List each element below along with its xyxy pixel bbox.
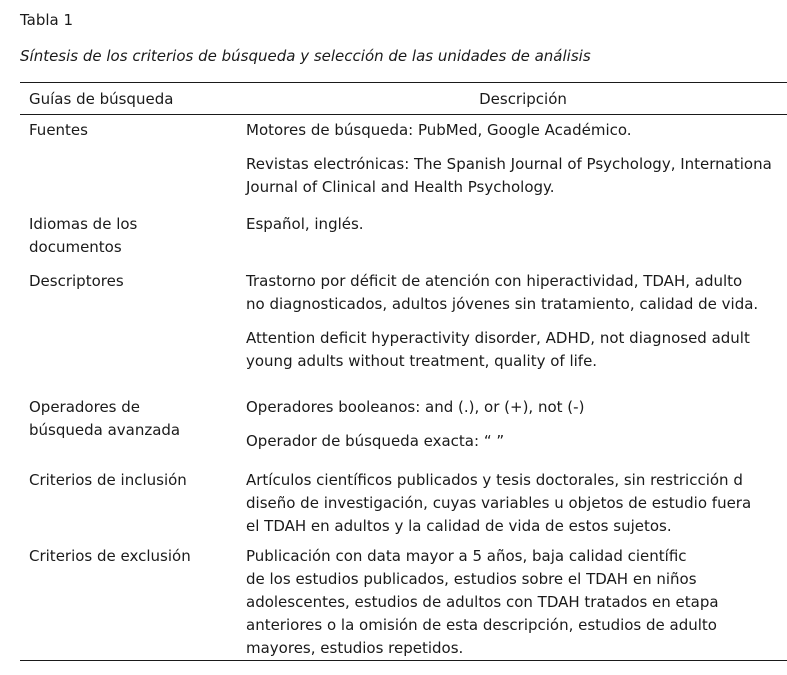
header-description: Descripción bbox=[479, 90, 567, 108]
row-desc-operadores-p2: Operador de búsqueda exacta: “ ” bbox=[246, 432, 505, 450]
row-label-operadores: Operadores de búsqueda avanzada bbox=[29, 398, 181, 439]
row-label-exclusion: Criterios de exclusión bbox=[29, 547, 191, 565]
table-label: Tabla 1 bbox=[20, 11, 74, 29]
table-top-rule bbox=[20, 82, 787, 83]
row-desc-descriptores-p1: Trastorno por déficit de atención con hiperactividad, TDAH, adulto no diagnosticados, adultos jóvenes sin tratamiento, calidad de vida. bbox=[246, 272, 759, 313]
row-label-descriptores: Descriptores bbox=[29, 272, 124, 290]
row-desc-inclusion: Artículos científicos publicados y tesis doctorales, sin restricción d diseño de investigación, cuyas variables u objetos de estudio fuera el TDAH en adultos y la calidad de vida de estos sujetos. bbox=[246, 471, 752, 535]
row-desc-fuentes-p1: Motores de búsqueda: PubMed, Google Académico. bbox=[246, 121, 632, 139]
table-bottom-rule bbox=[20, 660, 787, 661]
header-search-guides: Guías de búsqueda bbox=[29, 90, 174, 108]
row-label-inclusion: Criterios de inclusión bbox=[29, 471, 187, 489]
row-desc-operadores-p1: Operadores booleanos: and (.), or (+), not (-) bbox=[246, 398, 585, 416]
table-header-rule bbox=[20, 114, 787, 115]
table-caption: Síntesis de los criterios de búsqueda y selección de las unidades de análisis bbox=[20, 47, 591, 65]
row-label-idiomas: Idiomas de los documentos bbox=[29, 215, 138, 256]
row-label-fuentes: Fuentes bbox=[29, 121, 88, 139]
row-desc-fuentes-p2: Revistas electrónicas: The Spanish Journal of Psychology, Internationa Journal of Clinical and Health Psychology. bbox=[246, 155, 772, 196]
row-desc-descriptores-p2: Attention deficit hyperactivity disorder, ADHD, not diagnosed adult young adults without treatment, quality of life. bbox=[246, 329, 750, 370]
row-desc-idiomas: Español, inglés. bbox=[246, 215, 364, 233]
row-desc-exclusion: Publicación con data mayor a 5 años, baja calidad científic de los estudios publicados, estudios sobre el TDAH en niños adolescentes, estudios de adultos con TDAH tratados en etapa anteriores o la omisión de esta descripción, estudios de adulto mayores, estudios repetidos. bbox=[246, 547, 719, 657]
